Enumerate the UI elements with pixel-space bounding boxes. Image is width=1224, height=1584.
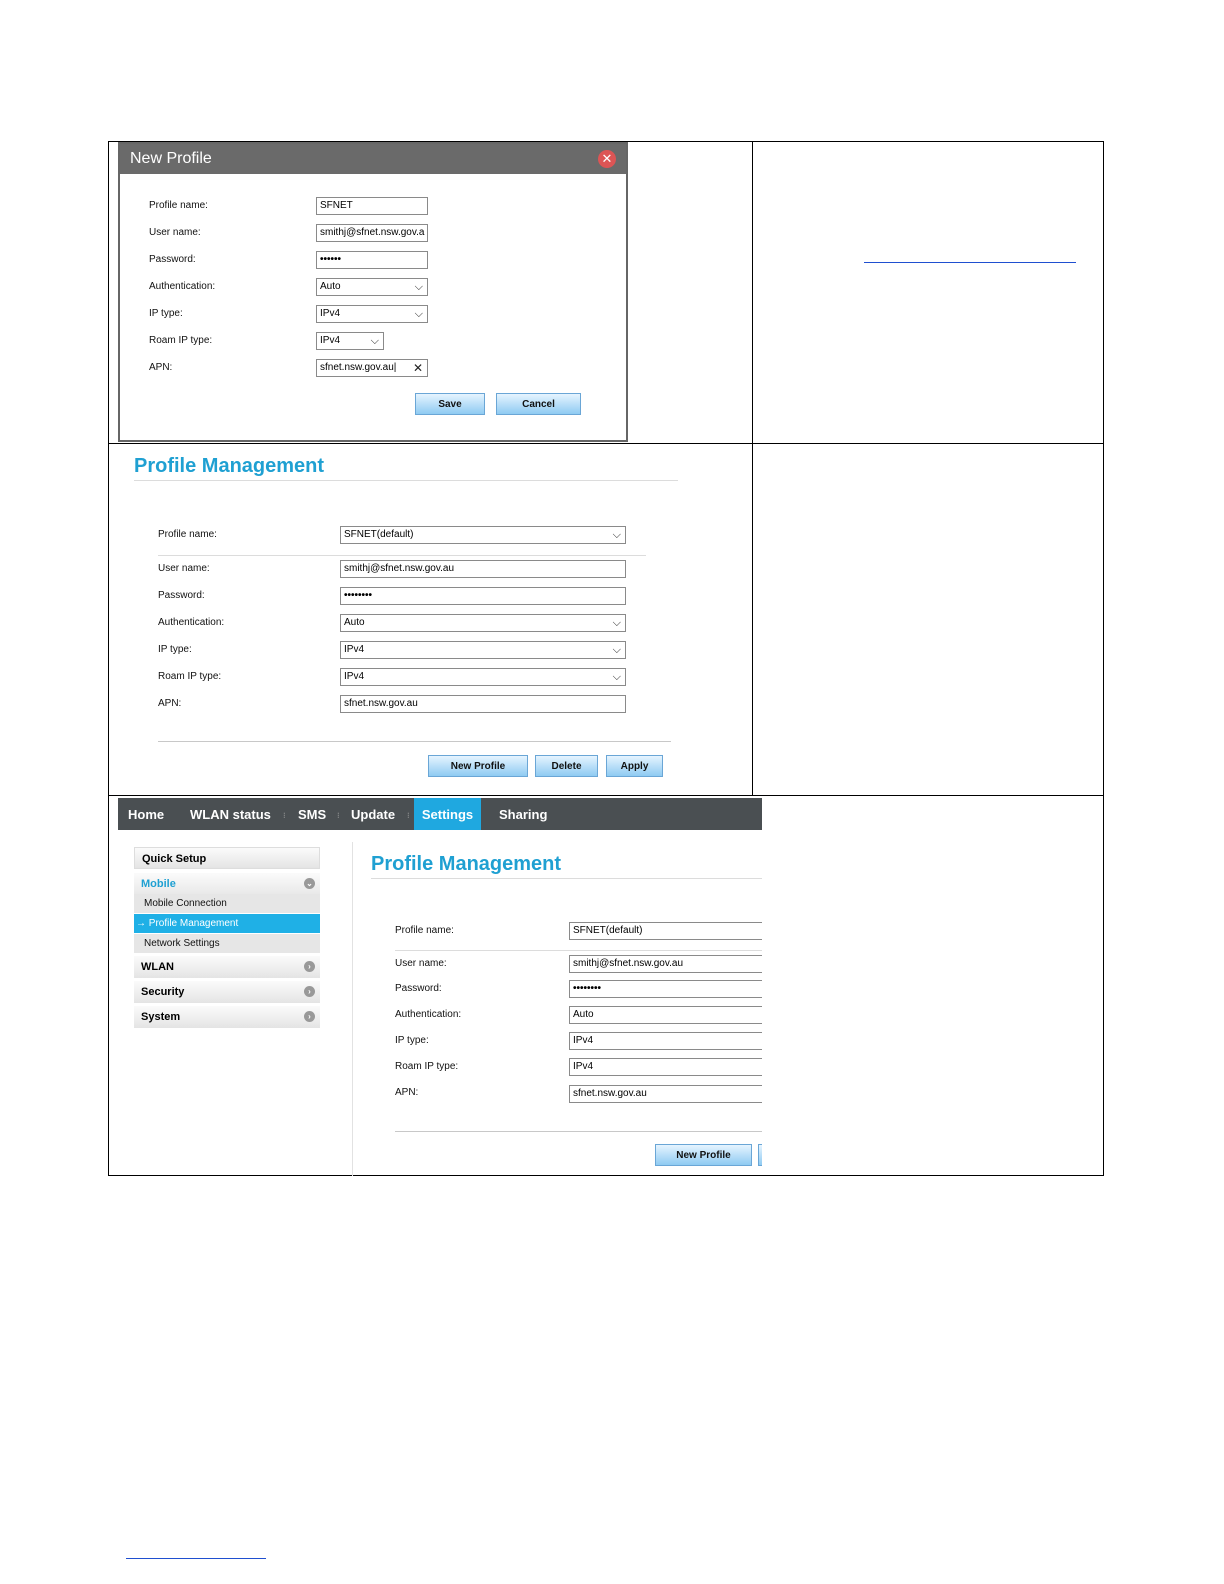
- footer-divider: [395, 1131, 762, 1132]
- hyperlink-underline[interactable]: [864, 262, 1076, 263]
- nav-separator: ⁝: [407, 811, 410, 820]
- chevron-right-icon: ›: [304, 986, 315, 997]
- password-input[interactable]: ••••••: [316, 251, 428, 269]
- page-title: Profile Management: [134, 455, 325, 477]
- profile-name-value: SFNET(default): [344, 529, 414, 540]
- chevron-down-icon: ⌵: [414, 281, 423, 293]
- nav-update[interactable]: Update: [351, 807, 396, 822]
- cancel-button[interactable]: Cancel: [496, 393, 581, 415]
- sidebar-mobile[interactable]: [134, 873, 320, 895]
- sidebar-wlan-label: WLAN: [141, 961, 174, 973]
- ip-type-select[interactable]: IPv4: [569, 1032, 762, 1050]
- roam-ip-type-select[interactable]: IPv4: [569, 1058, 762, 1076]
- page-title: Profile Management: [371, 853, 562, 875]
- roam-ip-type-label: Roam IP type:: [158, 671, 222, 682]
- chevron-down-icon: ⌄: [304, 878, 315, 889]
- apn-input[interactable]: [316, 359, 428, 377]
- sidebar-item-profile-management[interactable]: → Profile Management: [134, 914, 320, 933]
- section-divider: [158, 555, 646, 556]
- chevron-down-icon: ⌵: [612, 529, 621, 541]
- delete-button[interactable]: Delete: [535, 755, 598, 777]
- ip-type-select[interactable]: [316, 305, 428, 323]
- sidebar-security-label: Security: [141, 986, 185, 998]
- apn-input[interactable]: sfnet.nsw.gov.au: [340, 695, 626, 713]
- password-input[interactable]: ••••••••: [340, 587, 626, 605]
- profile-name-label: Profile name:: [158, 529, 217, 540]
- user-name-input[interactable]: smithj@sfnet.nsw.gov.au: [569, 955, 762, 973]
- roam-ip-type-select[interactable]: [340, 668, 626, 686]
- ip-type-value: IPv4: [320, 308, 341, 319]
- chevron-down-icon: ⌵: [612, 671, 621, 683]
- sidebar-system-label: System: [141, 1011, 181, 1023]
- apn-label: APN:: [158, 698, 182, 709]
- profile-name-label: Profile name:: [395, 925, 454, 936]
- close-icon[interactable]: ✕: [598, 150, 616, 168]
- nav-wlan-status[interactable]: WLAN status: [190, 807, 271, 822]
- authentication-label: Authentication:: [158, 617, 225, 628]
- ip-type-label: IP type:: [158, 644, 192, 655]
- dialog-title-bar: [120, 144, 626, 174]
- authentication-value: Auto: [344, 617, 365, 628]
- sidebar-security[interactable]: [134, 981, 320, 1003]
- dialog-title: New Profile: [130, 150, 212, 167]
- delete-button-partial[interactable]: [758, 1144, 762, 1166]
- title-divider: [134, 480, 678, 481]
- ip-type-label: IP type:: [149, 308, 183, 319]
- save-button[interactable]: Save: [415, 393, 485, 415]
- ip-type-value: IPv4: [344, 644, 365, 655]
- apn-label: APN:: [395, 1087, 419, 1098]
- nav-sms[interactable]: SMS: [298, 807, 327, 822]
- profile-name-label: Profile name:: [149, 200, 208, 211]
- chevron-down-icon: ⌵: [612, 617, 621, 629]
- password-label: Password:: [395, 983, 442, 994]
- ip-type-select[interactable]: [340, 641, 626, 659]
- nav-separator: ⁝: [337, 811, 340, 820]
- profile-name-input[interactable]: SFNET: [316, 197, 428, 215]
- title-divider: [371, 878, 762, 879]
- footnote-underline[interactable]: [126, 1558, 266, 1559]
- nav-sharing[interactable]: Sharing: [499, 807, 548, 822]
- footer-divider: [158, 741, 671, 742]
- roam-ip-type-value: IPv4: [320, 335, 341, 346]
- chevron-right-icon: ›: [304, 961, 315, 972]
- sidebar-quick-setup[interactable]: Quick Setup: [134, 847, 320, 869]
- authentication-select[interactable]: [340, 614, 626, 632]
- user-name-input[interactable]: smithj@sfnet.nsw.gov.au: [340, 560, 626, 578]
- table-row-divider: [108, 443, 1104, 444]
- table-row-divider: [108, 795, 1104, 796]
- sidebar-system[interactable]: [134, 1006, 320, 1028]
- password-label: Password:: [158, 590, 205, 601]
- apn-label: APN:: [149, 362, 173, 373]
- user-name-input[interactable]: smithj@sfnet.nsw.gov.a: [316, 224, 428, 242]
- chevron-down-icon: ⌵: [414, 308, 423, 320]
- chevron-right-icon: ›: [304, 1011, 315, 1022]
- roam-ip-type-value: IPv4: [344, 671, 365, 682]
- password-input[interactable]: ••••••••: [569, 980, 762, 998]
- nav-settings[interactable]: Settings: [414, 798, 481, 830]
- user-name-label: User name:: [149, 227, 201, 238]
- chevron-down-icon: ⌵: [612, 644, 621, 656]
- profile-name-select[interactable]: SFNET(default): [569, 922, 762, 940]
- sidebar-item-network-settings[interactable]: Network Settings: [134, 934, 320, 953]
- new-profile-button[interactable]: New Profile: [655, 1144, 752, 1166]
- top-nav-bar: [118, 798, 762, 830]
- apn-input[interactable]: sfnet.nsw.gov.au: [569, 1085, 762, 1103]
- apn-value: sfnet.nsw.gov.au|: [320, 362, 397, 373]
- profile-name-select[interactable]: [340, 526, 626, 544]
- content-divider: [352, 842, 353, 1176]
- roam-ip-type-label: Roam IP type:: [149, 335, 213, 346]
- authentication-select[interactable]: Auto: [569, 1006, 762, 1024]
- apply-button[interactable]: Apply: [606, 755, 663, 777]
- authentication-select[interactable]: [316, 278, 428, 296]
- nav-home[interactable]: Home: [128, 807, 165, 822]
- roam-ip-type-label: Roam IP type:: [395, 1061, 459, 1072]
- authentication-value: Auto: [320, 281, 341, 292]
- password-label: Password:: [149, 254, 196, 265]
- authentication-label: Authentication:: [149, 281, 216, 292]
- section-divider: [395, 950, 762, 951]
- table-column-divider: [752, 141, 753, 796]
- chevron-down-icon: ⌵: [370, 335, 379, 347]
- nav-separator: ⁝: [283, 811, 286, 820]
- roam-ip-type-select[interactable]: [316, 332, 384, 350]
- user-name-label: User name:: [158, 563, 210, 574]
- sidebar-wlan[interactable]: [134, 956, 320, 978]
- clear-icon[interactable]: ✕: [412, 361, 423, 375]
- user-name-label: User name:: [395, 958, 447, 969]
- authentication-label: Authentication:: [395, 1009, 462, 1020]
- sidebar-mobile-label: Mobile: [141, 878, 176, 890]
- ip-type-label: IP type:: [395, 1035, 429, 1046]
- new-profile-button[interactable]: New Profile: [428, 755, 528, 777]
- sidebar-item-mobile-connection[interactable]: Mobile Connection: [134, 894, 320, 913]
